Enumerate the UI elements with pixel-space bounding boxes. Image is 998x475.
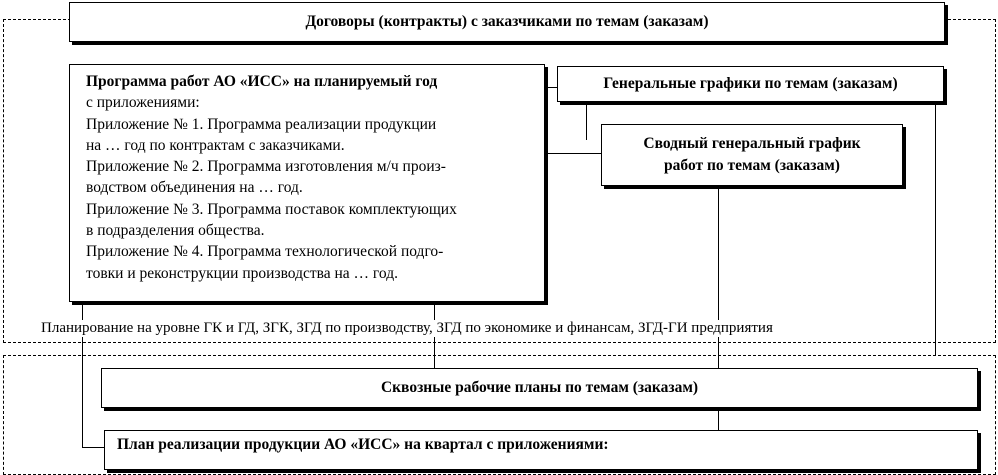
sales-plan-box [104, 430, 978, 470]
work-plans-label: Сквозные рабочие планы по темам (заказам) [380, 379, 699, 396]
program-line: водством объединения на … год. [86, 179, 303, 197]
connector-program-to-summary [545, 153, 602, 154]
connector-general-to-summary [586, 100, 587, 140]
program-line: товки и реконструкции производства на … год. [86, 264, 398, 282]
contracts-box [69, 2, 945, 42]
program-line: на … год по контрактам с заказчиками. [86, 136, 345, 154]
general-schedules-label: Генеральные графики по темам (заказам) [603, 75, 898, 92]
work-plans-box [101, 368, 978, 408]
contracts-box-label: Договоры (контракты) с заказчиками по темам (заказам) [305, 13, 709, 30]
connector-program-to-general [545, 87, 557, 88]
program-box-title: Программа работ АО «ИСС» на планируемый год [86, 73, 438, 90]
program-box-subtitle: с приложениями: [86, 94, 200, 112]
general-schedules-box [557, 66, 944, 102]
program-line: Приложение № 1. Программа реализации продукции [86, 115, 437, 133]
connector-work-plans-down [718, 408, 719, 430]
program-box [69, 64, 545, 302]
planning-level-label: Планирование на уровне ГК и ГД, ЗГК, ЗГД по производству, ЗГД по экономике и финансам, ЗГД-ГИ предприятия [41, 320, 773, 336]
program-line: Приложение № 3. Программа поставок комплектующих [86, 200, 457, 218]
connector-program-to-sales-plan [82, 447, 104, 448]
connector-summary-down [718, 185, 719, 368]
summary-schedule-box [601, 124, 903, 186]
summary-schedule-line2: работ по темам (заказам) [664, 157, 840, 174]
sales-plan-label: План реализации продукции АО «ИСС» на квартал с приложениями: [117, 436, 609, 453]
connector-general-right-down [935, 100, 936, 356]
program-line: в подразделения общества. [86, 222, 265, 240]
program-line: Приложение № 2. Программа изготовления м/ч произ- [86, 158, 446, 176]
summary-schedule-line1: Сводный генеральный график [643, 135, 861, 152]
program-line: Приложение № 4. Программа технологической подго- [86, 243, 444, 261]
